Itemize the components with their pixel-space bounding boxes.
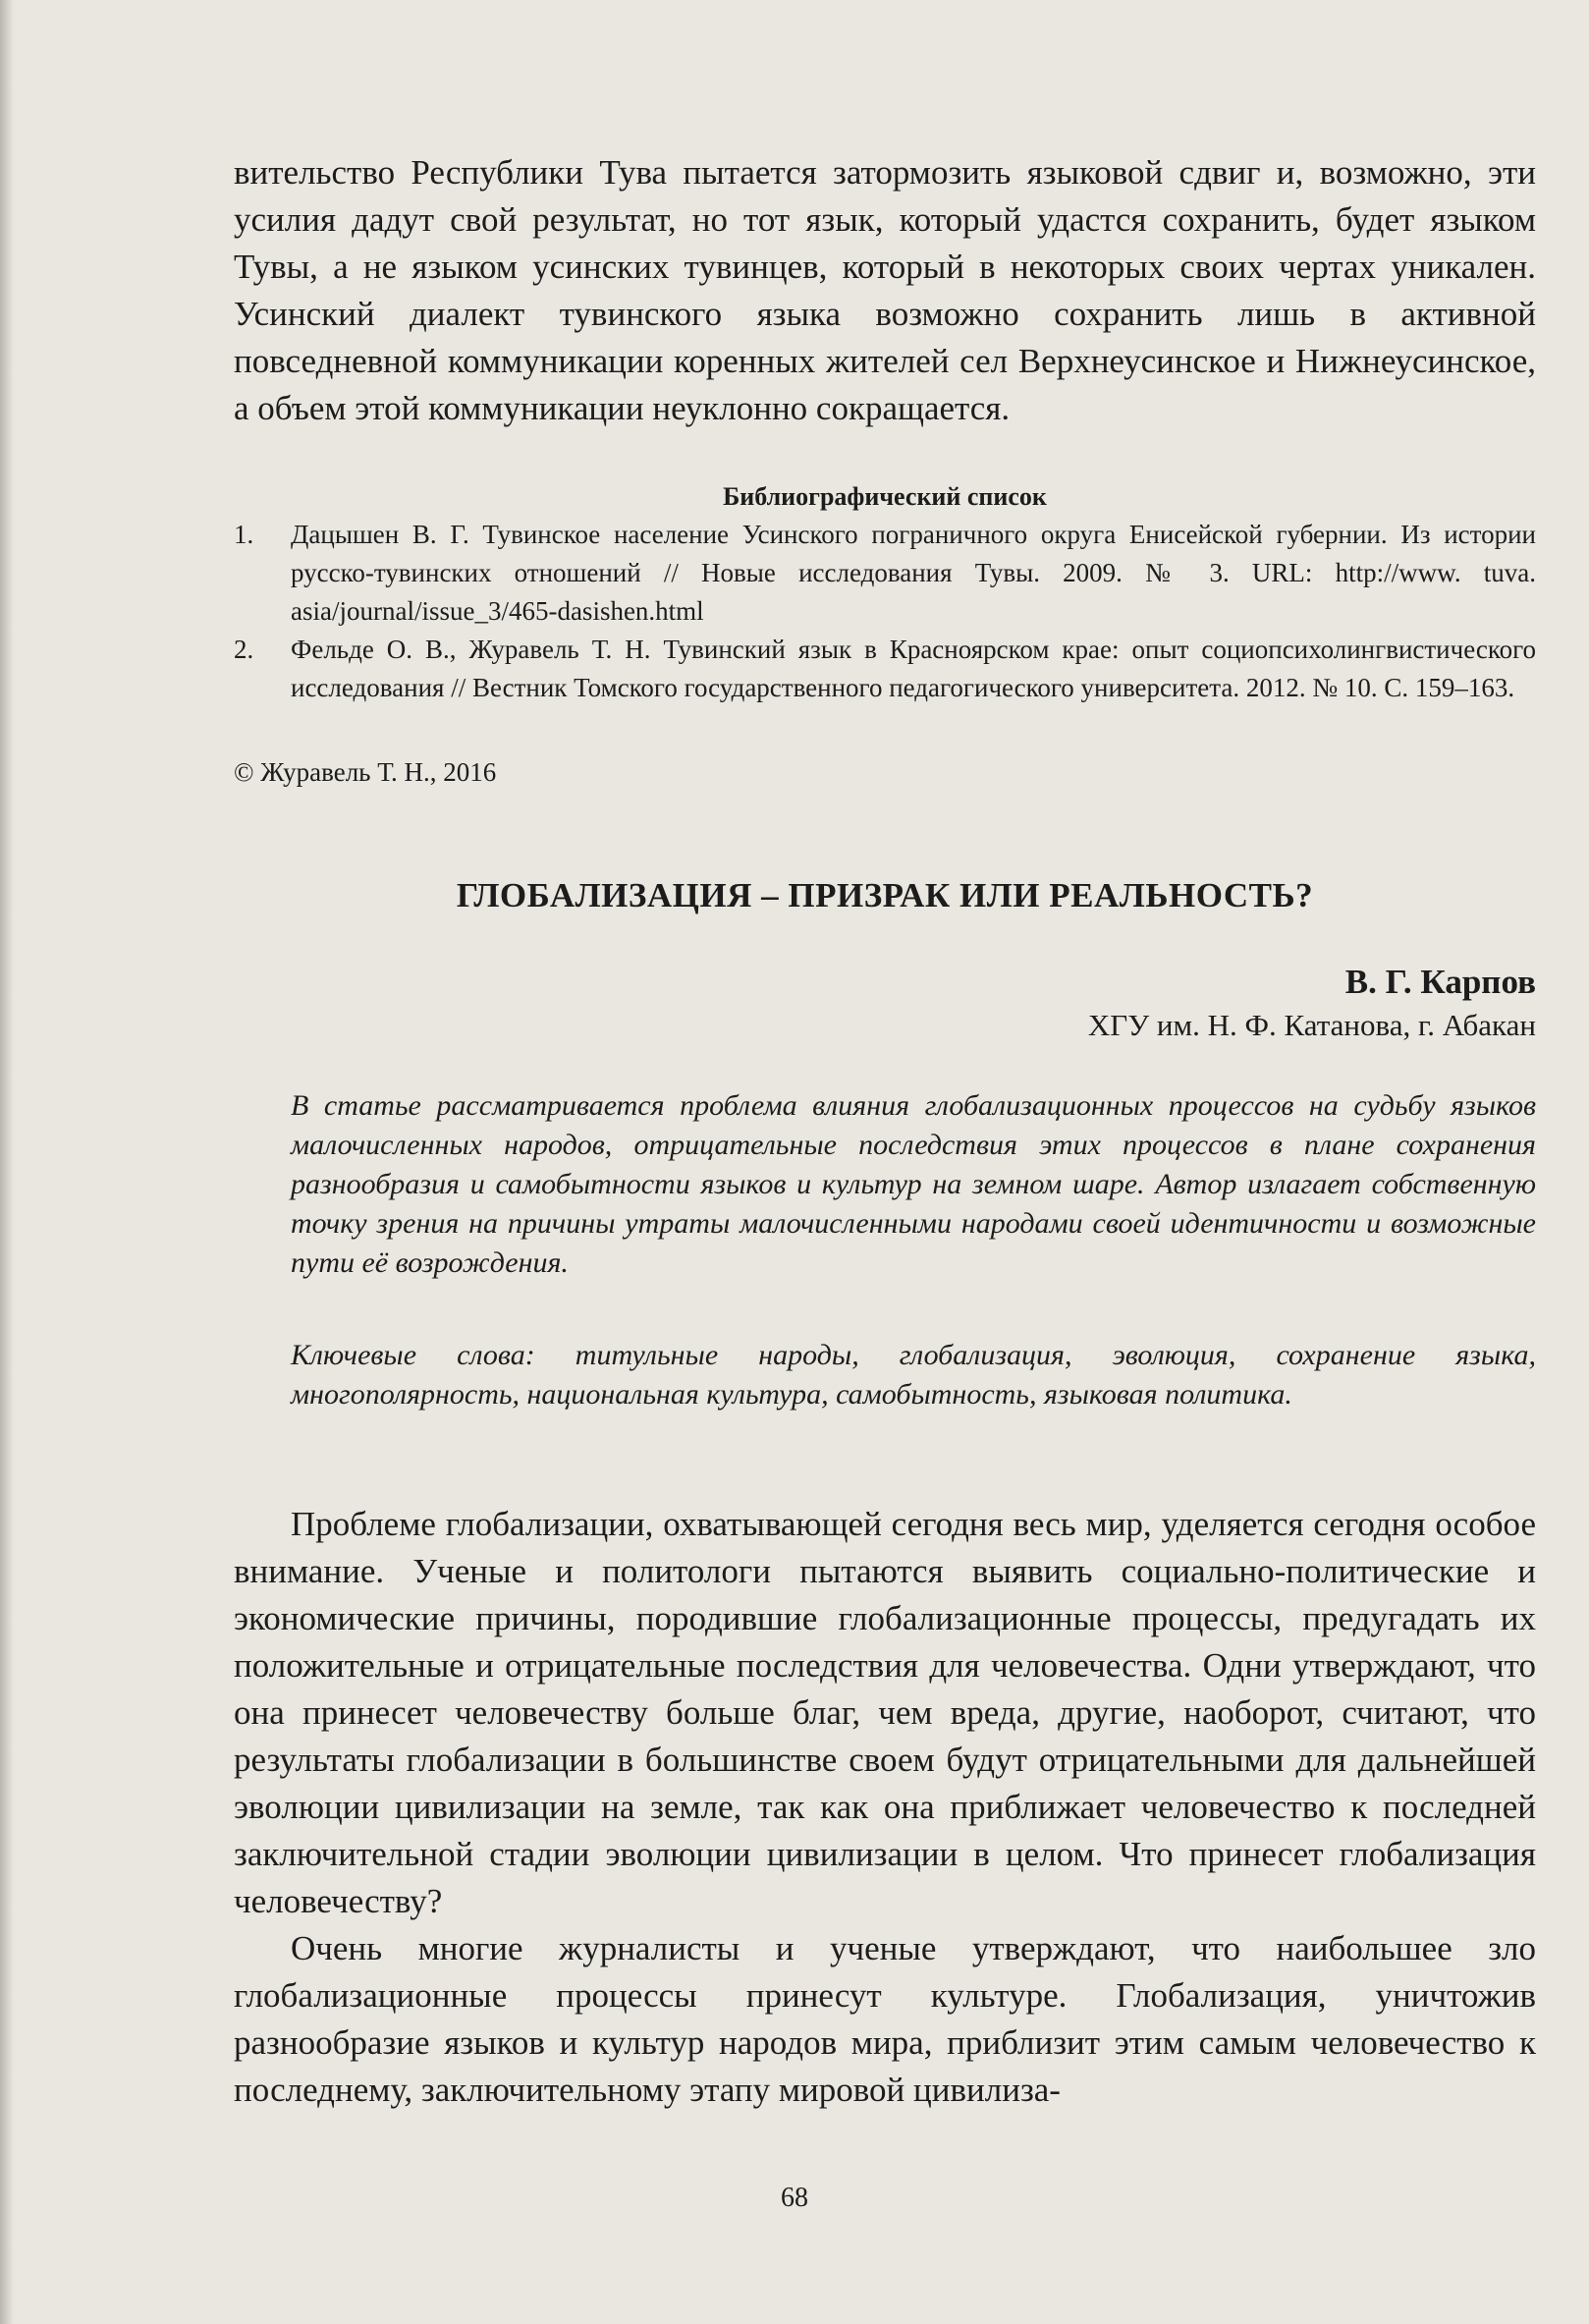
article-body (234, 1501, 1536, 2114)
article-author: В. Г. Карпов (1344, 963, 1536, 1001)
article-abstract: В статье рассматривается проблема влияния глобализационных процессов на судьбу языков малочисленных народов, отрицательные последствия этих процессов в плане сохранения разнообразия и самобытности языков и культур на земном шаре. Автор излагает собственную точку зрения на причины утраты малочисленными народами своей идентичности и возможные пути её возрождения. (291, 1089, 1536, 1279)
bibliography-item-number: 1. (234, 520, 254, 549)
bibliography-item-text: Дацышен В. Г. Тувинское население Усинского пограничного округа Енисейской губернии. Из истории русско-тувинских отношений // Новые исследования Тувы. 2009. № 3. URL: http://www. tuva. asia/journal/issue_3/465-dasishen.html (291, 520, 1536, 626)
copyright-notice: © Журавель Т. Н., 2016 (234, 757, 497, 787)
author-affiliation: ХГУ им. Н. Ф. Катанова, г. Абакан (1087, 1008, 1536, 1042)
bibliography-list (234, 516, 1536, 707)
bibliography-item-number: 2. (234, 635, 254, 664)
bibliography-item-text: Фельде О. В., Журавель Т. Н. Тувинский язык в Красноярском крае: опыт социопсихолингвистического исследования // Вестник Томского государственного педагогического университета. 2012. № 10. С. 159–163. (291, 635, 1536, 702)
body-paragraph: Очень многие журналисты и ученые утверждают, что наибольшее зло глобализационные процессы принесут культуре. Глобализация, уничтожив разнообразие языков и культур народов мира, приблизит этим самым человечество к последнему, заключительному этапу мировой цивилиза- (234, 1929, 1536, 2109)
article-title: ГЛОБАЛИЗАЦИЯ – ПРИЗРАК ИЛИ РЕАЛЬНОСТЬ? (456, 876, 1314, 914)
bibliography-heading: Библиографический список (723, 482, 1047, 511)
article-keywords: Ключевые слова: титульные народы, глобализация, эволюция, сохранение языка, многополярность, национальная культура, самобытность, языковая политика. (291, 1339, 1536, 1411)
page-number: 68 (781, 2183, 808, 2213)
bibliography-item (234, 516, 1536, 631)
body-paragraph: Проблеме глобализации, охватывающей сегодня весь мир, уделяется сегодня особое внимание. Ученые и политологи пытаются выявить социально-политические и экономические причины, породившие глобализационные процессы, предугадать их положительные и отрицательные последствия для человечества. Одни утверждают, что она принесет человечеству больше благ, чем вреда, другие, наоборот, считают, что результаты глобализации в большинстве своем будут отрицательными для дальнейшей эволюции цивилизации на земле, так как она приближает человечество к последней заключительной стадии эволюции цивилизации в целом. Что принесет глобализация человечеству? (234, 1505, 1536, 1920)
bibliography-item (234, 631, 1536, 707)
continuation-paragraph: вительство Республики Тува пытается затормозить языковой сдвиг и, возможно, эти усилия дадут свой результат, но тот язык, который удастся сохранить, будет языком Тувы, а не языком усинских тувинцев, который в некоторых своих чертах уникален. Усинский диалект тувинского языка возможно сохранить лишь в активной повседневной коммуникации коренных жителей сел Верхнеусинское и Нижнеусинское, а объем этой коммуникации неуклонно сокращается. (234, 153, 1536, 427)
